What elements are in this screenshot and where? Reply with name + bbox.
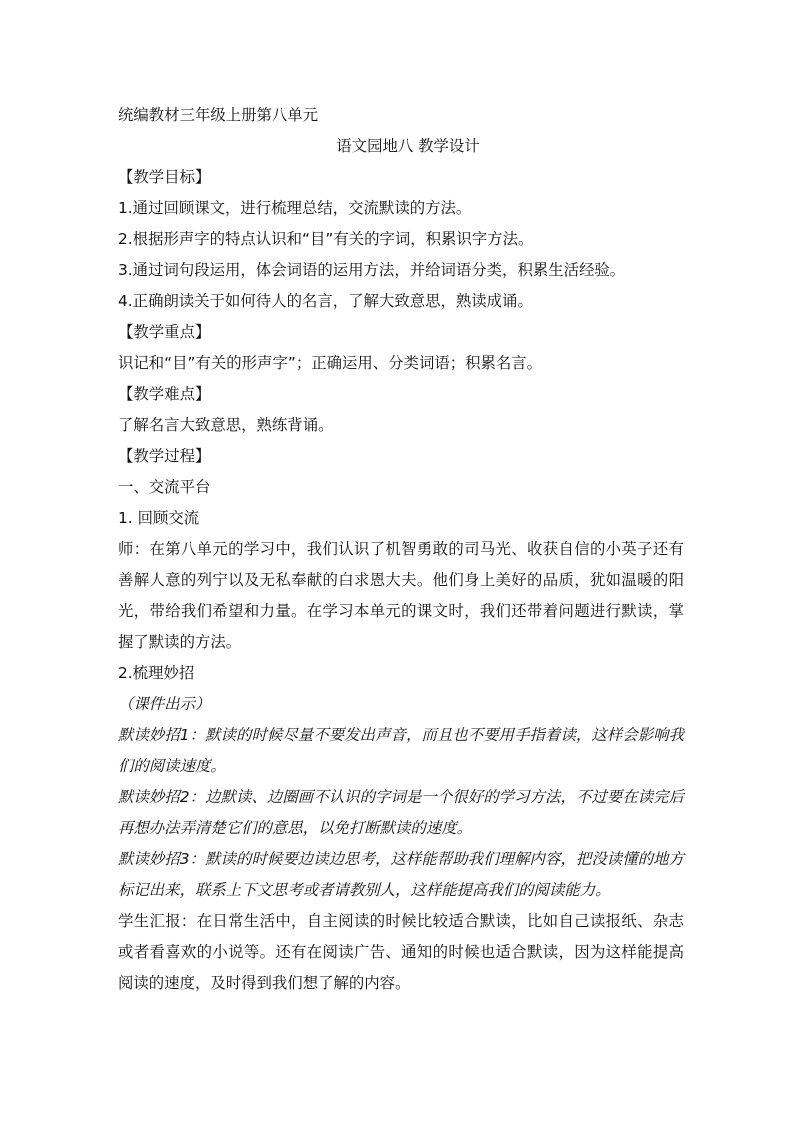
teacher-paragraph: 师：在第八单元的学习中，我们认识了机智勇敢的司马光、收获自信的小英子还有善解人意的列宁以及无私奉献的白求恩大夫。他们身上美好的品质，犹如温暖的阳光，带给我们希望和力量。在学习本单元的课文时，我们还带着问题进行默读，掌握了默读的方法。 [118, 540, 684, 651]
student-report-paragraph: 学生汇报：在日常生活中，自主阅读的时候比较适合默读，比如自己读报纸、杂志或者看喜欢的小说等。还有在阅读广告、通知的时候也适合默读，因为这样能提高阅读的速度，及时得到我们想了解的内容。 [118, 912, 684, 992]
section-heading: 一、交流平台 [118, 478, 211, 496]
objectives-heading: 【教学目标】 [118, 168, 211, 186]
objective-item: 1.通过回顾课文，进行梳理总结，交流默读的方法。 [118, 199, 472, 217]
difficulty-text: 了解名言大致意思，熟练背诵。 [118, 416, 334, 434]
reading-tip: 默读妙招2：边默读、边圈画不认识的字词是一个很好的学习方法，不过要在读完后再想办法弄清楚它们的意思，以免打断默读的速度。 [118, 788, 684, 837]
reading-tip: 默读妙招3：默读的时候要边读边思考，这样能帮助我们理解内容，把没读懂的地方标记出来，联系上下文思考或者请教别人，这样能提高我们的阅读能力。 [118, 850, 684, 899]
key-points-heading: 【教学重点】 [118, 323, 211, 341]
document-body [118, 100, 684, 999]
objective-item: 4.正确朗读关于如何待人的名言，了解大致意思，熟读成诵。 [118, 292, 533, 310]
reading-tip: 默读妙招1：默读的时候尽量不要发出声音，而且也不要用手指着读，这样会影响我们的阅读速度。 [118, 726, 684, 775]
key-points-text: 识记和“目”有关的形声字”；正确运用、分类词语；积累名言。 [118, 354, 543, 372]
step-heading: 2.梳理妙招 [118, 664, 195, 682]
objective-item: 2.根据形声字的特点认识和“目”有关的字词，积累识字方法。 [118, 230, 534, 248]
objective-item: 3.通过词句段运用，体会词语的运用方法，并给词语分类，积累生活经验。 [118, 261, 626, 279]
courseware-note: （课件出示） [118, 695, 211, 713]
difficulty-heading: 【教学难点】 [118, 385, 211, 403]
doc-subtitle: 统编教材三年级上册第八单元 [118, 106, 319, 124]
step-heading: 1. 回顾交流 [118, 509, 200, 527]
doc-title: 语文园地八 教学设计 [336, 137, 480, 155]
process-heading: 【教学过程】 [118, 447, 211, 465]
